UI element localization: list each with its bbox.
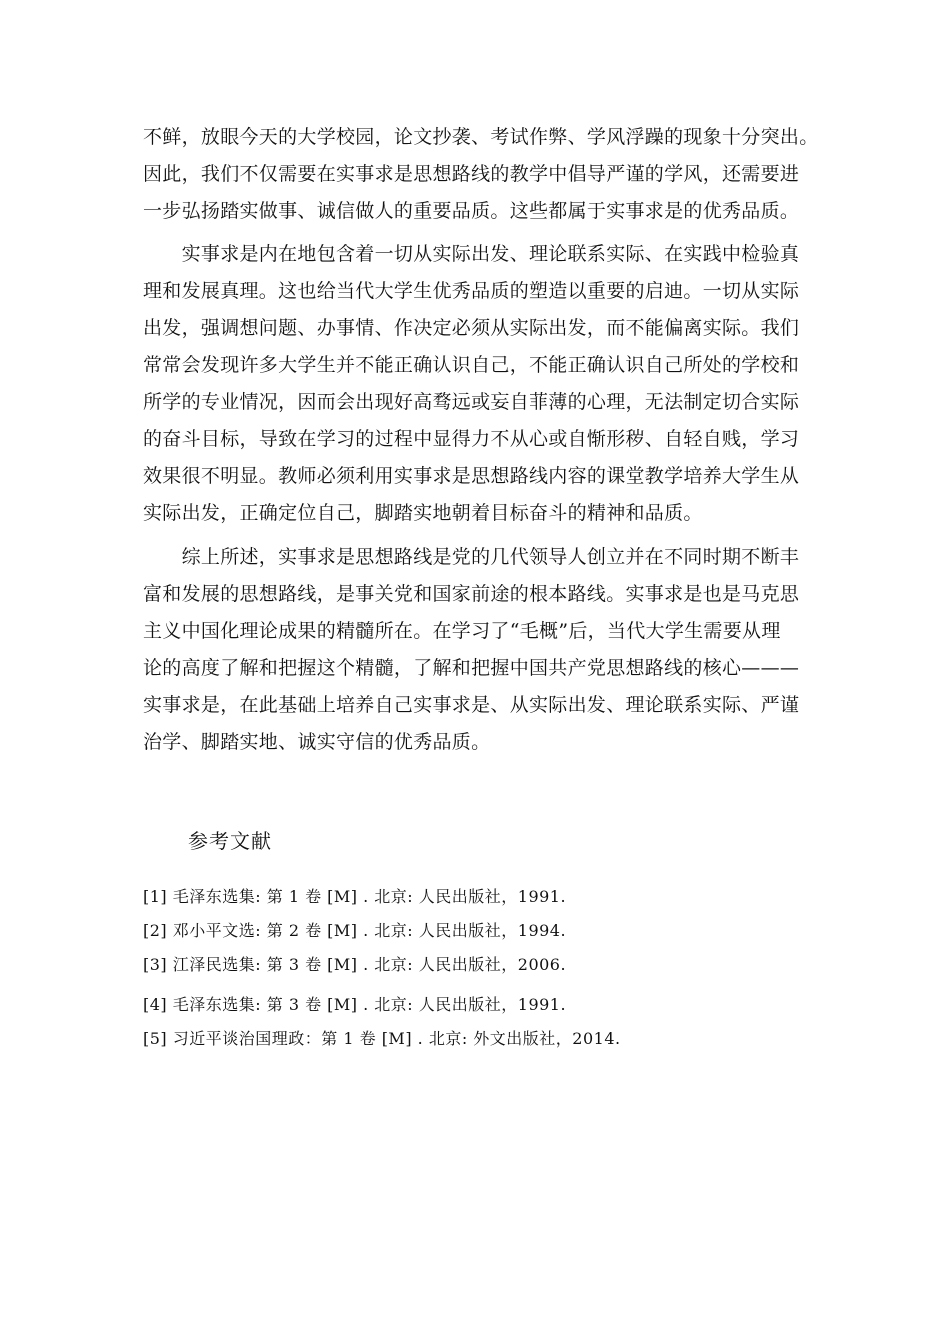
body-line: 因此，我们不仅需要在实事求是思想路线的教学中倡导严谨的学风，还需要进 [143,163,800,185]
body-line: 所学的专业情况，因而会出现好高骛远或妄自菲薄的心理，无法制定切合实际 [143,391,800,413]
body-line: 实际出发，正确定位自己，脚踏实地朝着目标奋斗的精神和品质。 [143,502,703,524]
reference-item: [1] 毛泽东选集: 第 1 卷 [M] . 北京: 人民出版社，1991. [143,887,567,906]
body-line: 不鲜，放眼今天的大学校园，论文抄袭、考试作弊、学风浮躁的现象十分突出。 [143,126,819,148]
body-line: 富和发展的思想路线，是事关党和国家前途的根本路线。实事求是也是马克思 [143,583,800,605]
body-line: 论的高度了解和把握这个精髓，了解和把握中国共产党思想路线的核心——— [143,657,800,679]
reference-item: [4] 毛泽东选集: 第 3 卷 [M] . 北京: 人民出版社，1991. [143,995,567,1014]
body-line: 效果很不明显。教师必须利用实事求是思想路线内容的课堂教学培养大学生从 [143,465,800,487]
body-line: 理和发展真理。这也给当代大学生优秀品质的塑造以重要的启迪。一切从实际 [143,280,800,302]
body-line: 出发，强调想问题、办事情、作决定必须从实际出发，而不能偏离实际。我们 [143,317,800,339]
body-line: 综上所述，实事求是思想路线是党的几代领导人创立并在不同时期不断丰 [143,546,800,568]
body-line: 的奋斗目标，导致在学习的过程中显得力不从心或自惭形秽、自轻自贱，学习 [143,428,800,450]
reference-item: [5] 习近平谈治国理政：第 1 卷 [M] . 北京: 外文出版社，2014. [143,1029,621,1048]
reference-item: [3] 江泽民选集: 第 3 卷 [M] . 北京: 人民出版社，2006. [143,955,567,974]
body-line: 一步弘扬踏实做事、诚信做人的重要品质。这些都属于实事求是的优秀品质。 [143,200,800,222]
body-line: 实事求是，在此基础上培养自己实事求是、从实际出发、理论联系实际、严谨 [143,694,800,716]
body-line: 治学、脚踏实地、诚实守信的优秀品质。 [143,731,491,753]
reference-item: [2] 邓小平文选: 第 2 卷 [M] . 北京: 人民出版社，1994. [143,921,567,940]
body-line: 主义中国化理论成果的精髓所在。在学习了“毛概”后，当代大学生需要从理 [143,620,781,642]
body-line: 常常会发现许多大学生并不能正确认识自己，不能正确认识自己所处的学校和 [143,354,800,376]
references-heading: 参考文献 [188,829,272,853]
body-line: 实事求是内在地包含着一切从实际出发、理论联系实际、在实践中检验真 [143,243,800,265]
